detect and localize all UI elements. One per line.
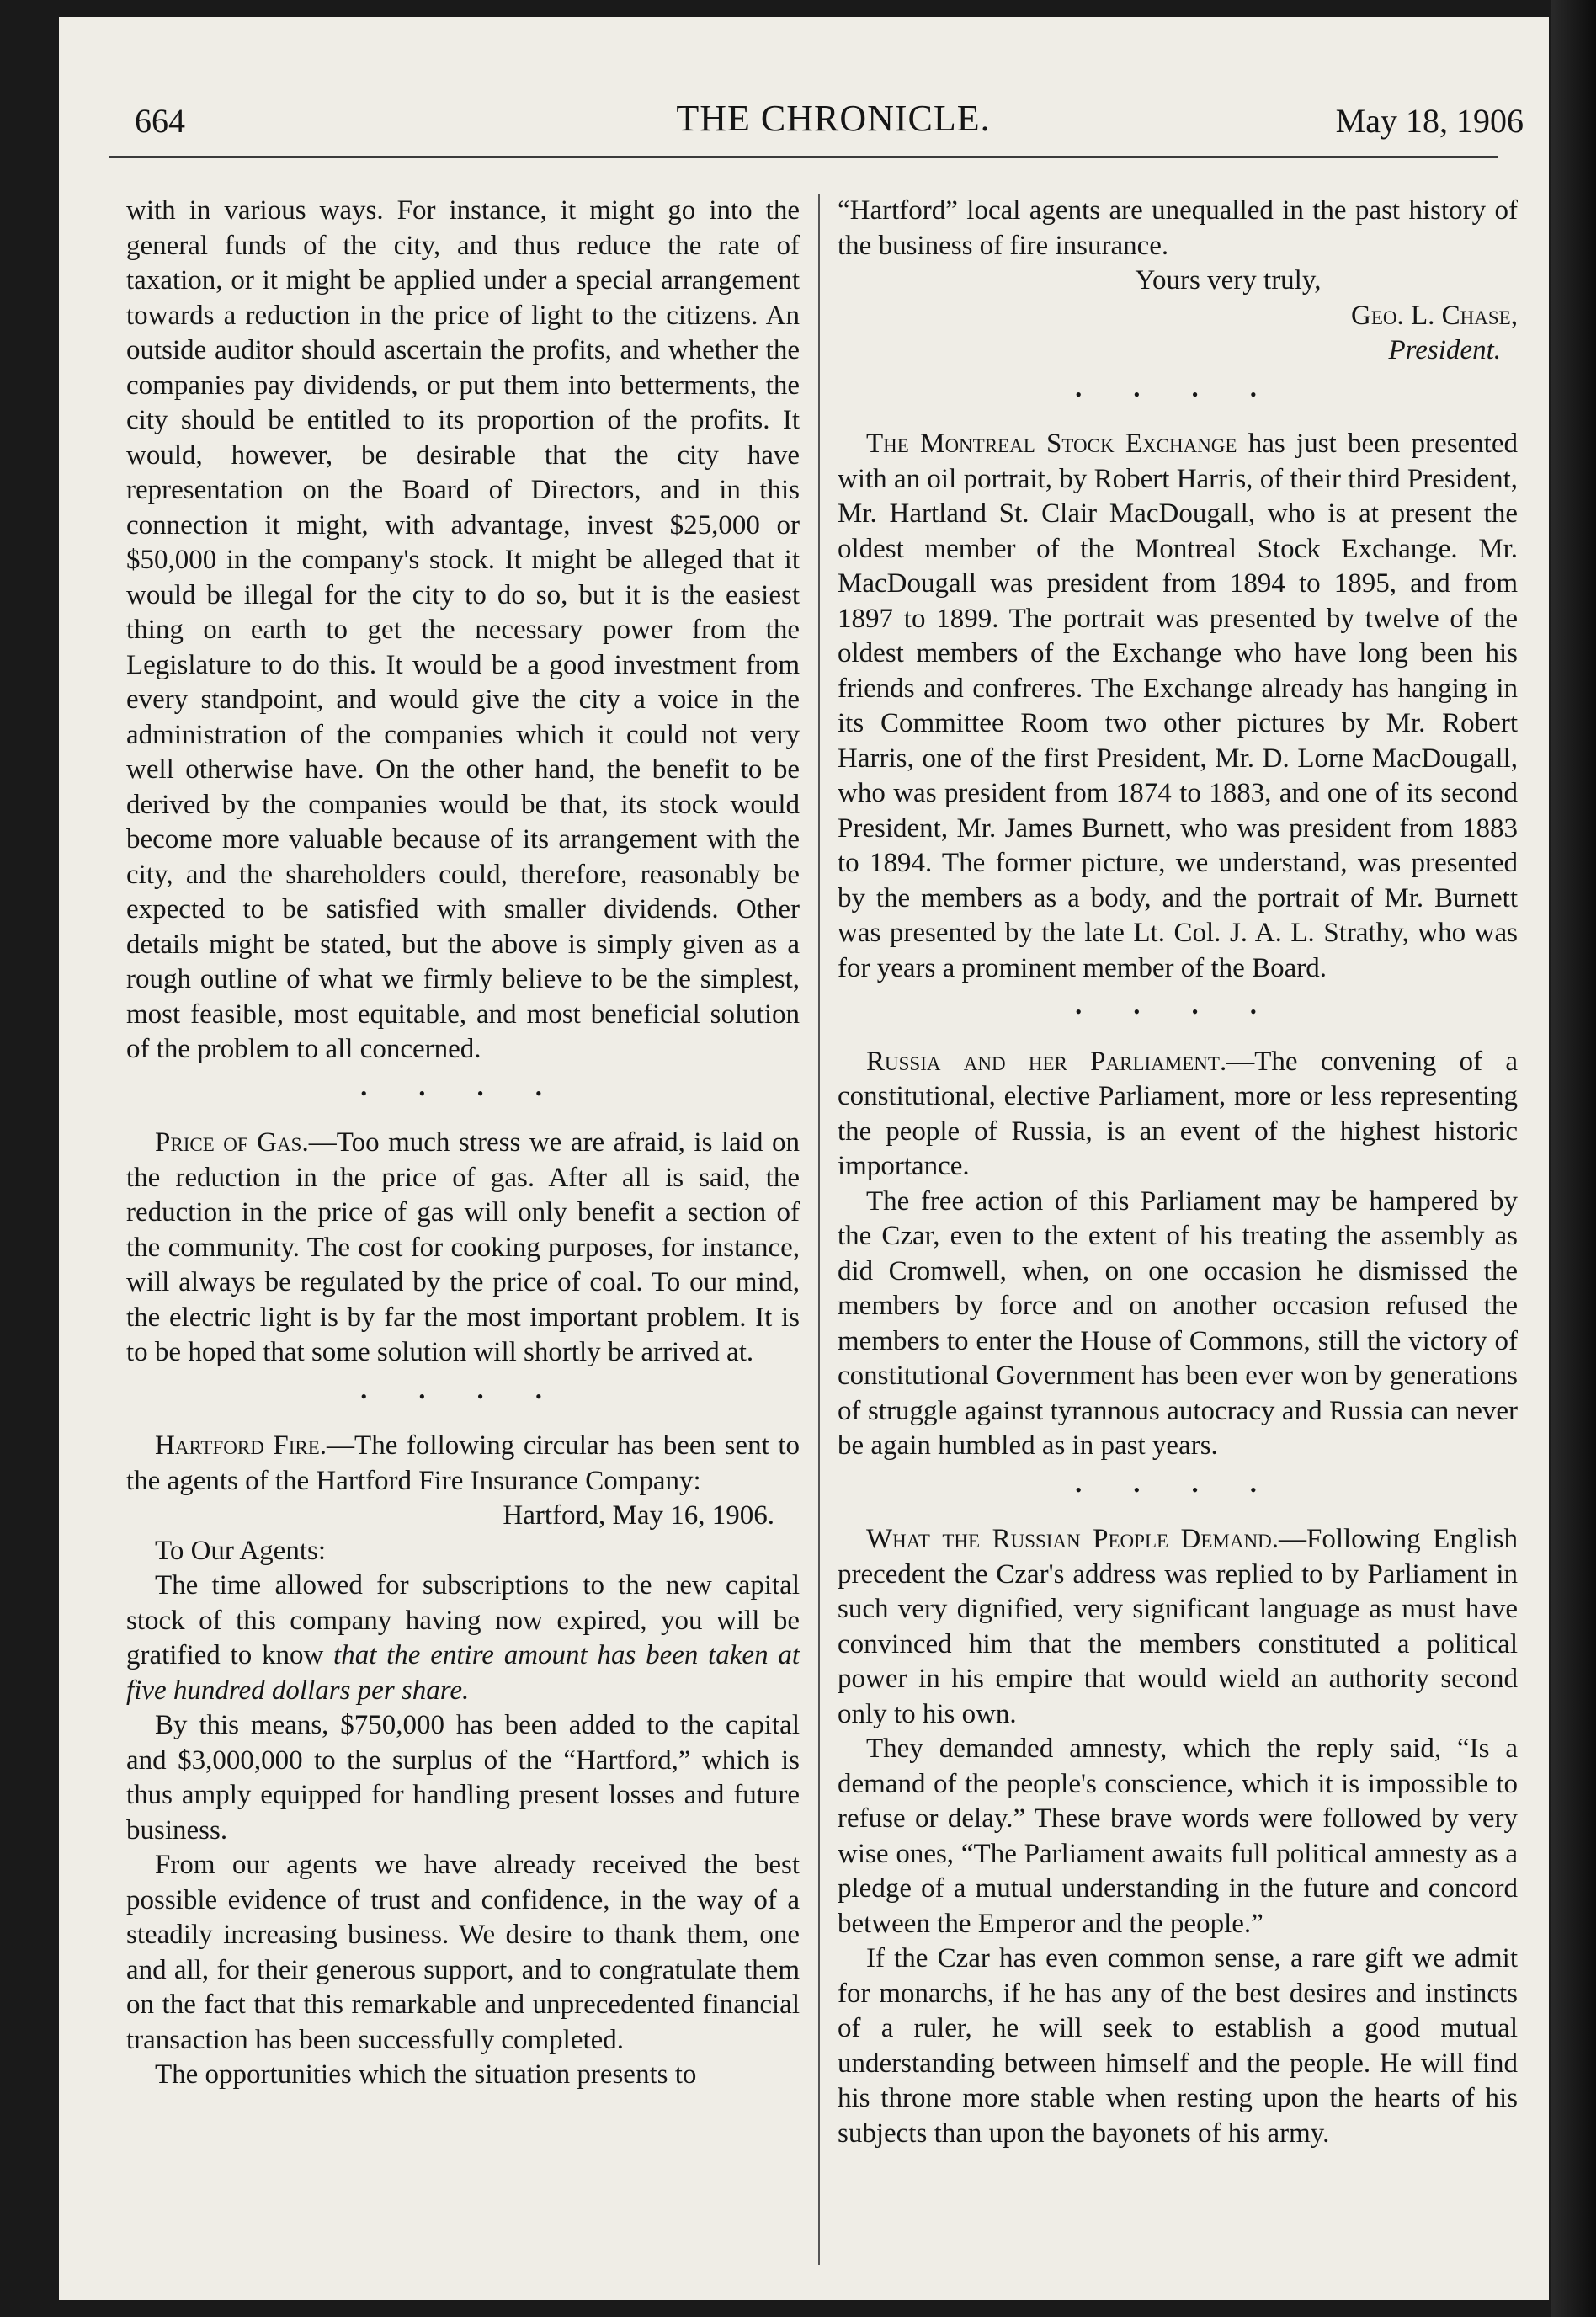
section-separator: • • • • [360, 1385, 566, 1407]
hartford-article-intro [126, 1429, 800, 1499]
circular-paragraph-1 [126, 1569, 800, 1708]
letter-signature: Geo. L. Chase, [1351, 300, 1518, 331]
hartford-intro-text: —The following circular has been sent to the agents of the Hartford Fire Insurance Company: [126, 1430, 800, 1496]
left-column [126, 194, 800, 2265]
stock-exchange-article [838, 427, 1518, 986]
letter-closing: Yours very truly, [1135, 265, 1322, 296]
newspaper-page [59, 17, 1549, 2300]
right-column [838, 194, 1518, 2265]
section-separator: • • • • [360, 1082, 566, 1104]
circular-p1-italic: that the entire amount has been taken at five hundred dollars per share. [126, 1640, 800, 1706]
header-rule [109, 156, 1498, 158]
gas-text: —Too much stress we are afraid, is laid on the reduction in the price of gas. After all is said, the reduction in the price of gas will only benefit a section of the community. The cost for cooking purposes, for instance, will always be regulated by the price of coal. To our mind, the electric light is by far the most important problem. It is to be hoped that some solution will shortly be arrived at. [126, 1127, 800, 1367]
russia-article-p2: The free action of this Parliament may be hampered by the Czar, even to the extent of his treating the assembly as did Cromwell, when, on one occasion he dismissed the members by force and on another occasion refused the members to enter the House of Commons, still the victory of constitutional Government has been ever won by generations of struggle against tyrannous autocracy and Russia can never be again humbled as in past years. [838, 1185, 1518, 1461]
russia-p1-text: —The convening of a constitutional, elective Parliament, more or less representing the people of Russia, is an event of the highest historic importance. [838, 1046, 1518, 1181]
demand-article-p2: They demanded amnesty, which the reply said, “Is a demand of the people's conscience, which it is impossible to refuse or delay.” These brave words were followed by very wise ones, “The Parliament awaits full political amnesty as a pledge of a mutual understanding in the future and concord between the Emperor and the people.” [838, 1734, 1518, 1939]
gas-heading: Price of Gas. [155, 1127, 309, 1158]
demand-article-p1 [838, 1522, 1518, 1732]
column-divider [818, 194, 820, 2265]
article-continuation: with in various ways. For instance, it might go into the general funds of the city, and thus reduce the rate of taxation, or it might be applied under a special arrangement towards a reduction in the price of light to the citizens. An outside auditor should ascertain the profits, and whether the companies pay dividends, or put them into betterments, the city should be entitled to its proportion of the profits. It would, however, be desirable that the city have representation on the Board of Directors, and in this connection it might, with advantage, invest $25,000 or $50,000 in the company's stock. It might be alleged that it would be illegal for the city to do so, but it is the easiest thing on earth to get the necessary power from the Legislature to do this. It would be a good investment from every standpoint, and would give the city a voice in the administration of the companies which it could not very well otherwise have. On the other hand, the benefit to be derived by the companies would be that, its stock would become more valuable because of its arrangement with the city, and the shareholders could, therefore, reasonably be expected to be satisfied with smaller dividends. Other details might be stated, but the above is simply given as a rough outline of what we firmly believe to be the simplest, most feasible, most equitable, and most beneficial solution of the problem to all concerned. [126, 195, 800, 1064]
signature-title: President. [1388, 335, 1501, 365]
circular-paragraph-2: By this means, $750,000 has been added to the capital and $3,000,000 to the surplus of the “Hartford,” which is thus amply equipped for handling present losses and future business. [126, 1710, 800, 1846]
circular-dateline: Hartford, May 16, 1906. [503, 1500, 774, 1531]
circular-paragraph-3: From our agents we have already received the best possible evidence of trust and confidence, in the way of a steadily increasing business. We desire to thank them, one and all, for their generous support, and to congratulate them on the fact that this remarkable and unprecedented financial transaction has been successfully completed. [126, 1850, 800, 2055]
russia-article-p1 [838, 1045, 1518, 1185]
hartford-heading: Hartford Fire. [155, 1430, 327, 1461]
publication-title: THE CHRONICLE. [676, 98, 991, 139]
section-separator: • • • • [1075, 1478, 1280, 1500]
page-header [126, 88, 1540, 147]
gas-article [126, 1126, 800, 1371]
section-separator: • • • • [1075, 383, 1280, 405]
circular-p1-text: The time allowed for subscriptions to the new capital stock of this company having now expired, you will be gratified to know [126, 1570, 800, 1670]
circular-salutation: To Our Agents: [155, 1535, 327, 1566]
demand-heading: What the Russian People Demand. [866, 1524, 1279, 1554]
circular-continuation: “Hartford” local agents are unequalled in the past history of the business of fire insurance. [838, 195, 1518, 261]
section-separator: • • • • [1075, 1001, 1280, 1022]
issue-date: May 18, 1906 [1335, 102, 1524, 140]
page-number: 664 [135, 102, 185, 140]
demand-p1-text: —Following English precedent the Czar's address was replied to by Parliament in such very dignified, very significant language as must have convinced him that the members constituted a political power in his empire that would wield an authority second only to his own. [838, 1524, 1518, 1729]
circular-paragraph-4: The opportunities which the situation presents to [155, 2059, 697, 2090]
scan-edge [1551, 0, 1596, 2317]
demand-article-p3: If the Czar has even common sense, a rare gift we admit for monarchs, if he has any of the best desires and instincts of a ruler, he will seek to establish a good mutual understanding between himself and the people. He will find his throne more stable when resting upon the hearts of his subjects than upon the bayonets of his army. [838, 1943, 1518, 2149]
russia-heading: Russia and her Parliament. [866, 1046, 1227, 1077]
stock-exchange-text: has just been presented with an oil portrait, by Robert Harris, of their third President, Mr. Hartland St. Clair MacDougall, who is at present the oldest member of the Montreal Stock Exchange. Mr. MacDougall was president from 1894 to 1895, and from 1897 to 1899. The portrait was presented by twelve of the oldest members of the Exchange who have long been his friends and confreres. The Exchange already has hanging in its Committee Room two other pictures by Mr. Robert Harris, one of the first President, Mr. D. Lorne MacDougall, who was president from 1874 to 1883, and one of its second President, Mr. James Burnett, who was president from 1883 to 1894. The former picture, we understand, was presented by the members as a body, and the portrait of Mr. Burnett was presented by the late Lt. Col. J. A. L. Strathy, who was for years a prominent member of the Board. [838, 429, 1518, 983]
stock-exchange-heading: The Montreal Stock Exchange [866, 429, 1237, 459]
